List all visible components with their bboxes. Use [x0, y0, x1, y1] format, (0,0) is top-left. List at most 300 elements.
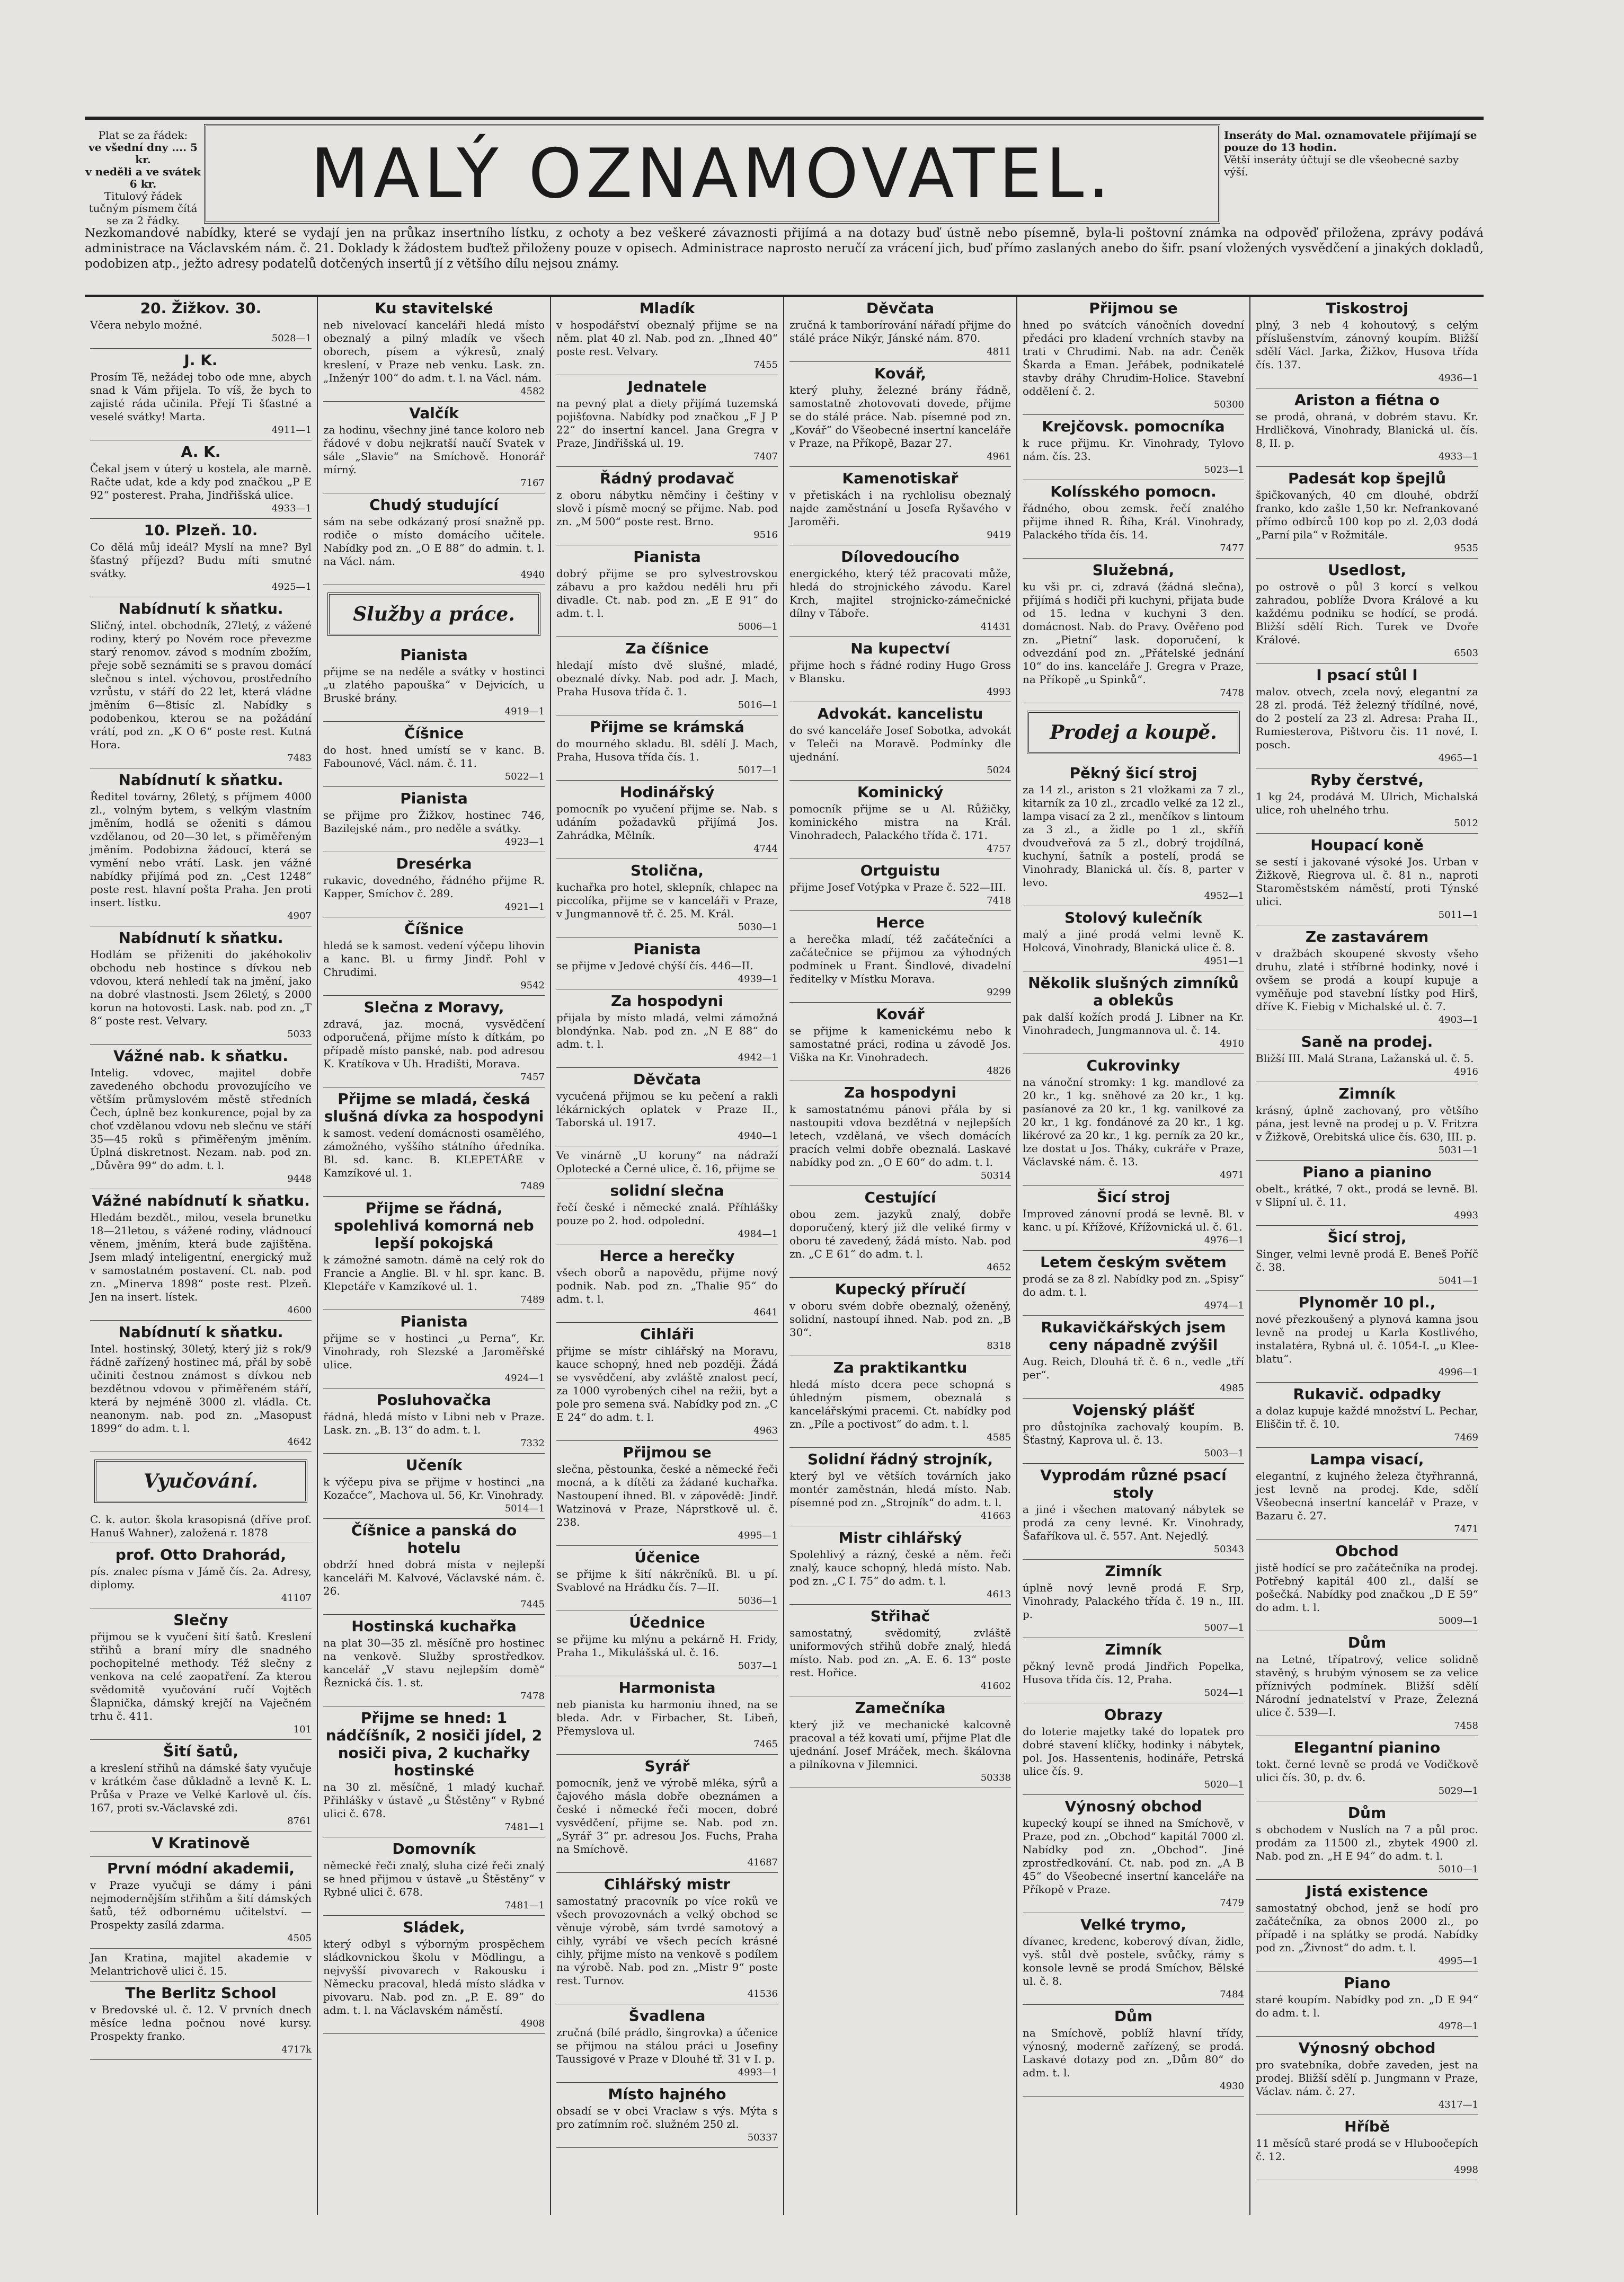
- ad-title: Kolísského pomocn.: [1050, 483, 1217, 500]
- classified-ad: [789, 637, 1011, 702]
- ad-code: 5033: [287, 1029, 312, 1040]
- classified-ad: [90, 1321, 312, 1452]
- ad-title: Děvčata: [633, 1071, 702, 1088]
- column-6: [1250, 297, 1484, 2215]
- ad-text: na 30 zl. měsíčně, 1 mladý kuchař. Přihlášky v ústavě „u Štěstěny“ v Rybné ulici č. 678.: [323, 1781, 545, 1820]
- ad-text: vycučená přijmou se ku pečení a rakli lékárnických oplatek v Praze II., Taborská ul. 1917.: [556, 1090, 778, 1129]
- ad-code: 4971: [1220, 1170, 1244, 1181]
- ad-code: 4642: [287, 1436, 312, 1447]
- ad-text: plný, 3 neb 4 kohoutový, s celým příslušenstvím, zánovný koupím. Bližší sdělí Václ. Jarka, Žižkov, Husova třída čís. 137.: [1256, 319, 1478, 371]
- ad-code: 5037—1: [738, 1660, 778, 1671]
- ad-code: 5020—1: [1204, 1779, 1244, 1790]
- ad-text: přijme se v hostinci „u Perna“, Kr. Vinohrady, roh Slezské a Jaroměřské ulice.: [323, 1332, 545, 1371]
- ad-title: Pianista: [400, 790, 468, 807]
- ad-code: 4826: [987, 1065, 1011, 1076]
- ad-title: Padesát kop špejlů: [1288, 470, 1446, 487]
- ad-text: Improved zánovní prodá se levně. Bl. v kanc. u pí. Křížové, Křížovnická ul. č. 61.: [1023, 1207, 1244, 1233]
- ad-text: Sličný, intel. obchodník, 27letý, z vážené rodiny, který po Novém roce převezme starý renomov. závod s modním zbožím, přeje sobě seznámiti se s pravou domácí slečnou s intel. výchovou, prostředního vzrůstu, v stáří do 22 let, která vládne jměním 6—8tisíc zl. Nabídky s podobenkou, kterou se na požádání vrátí, pod zn. „K O 6“ poste rest. Kutná Hora.: [90, 619, 312, 751]
- ad-code: 4974—1: [1204, 1300, 1244, 1311]
- ad-code: 4976—1: [1204, 1235, 1244, 1246]
- ad-code: 5022—1: [504, 771, 545, 782]
- ad-text: Včera nebylo možné.: [90, 319, 202, 331]
- classified-ad: [556, 1441, 778, 1546]
- classified-ad: [323, 643, 545, 722]
- ad-title: Přijmou se: [623, 1444, 712, 1461]
- ad-text: který pluhy, železné brány řádně, samostatně zhotovovati dovede, přijme se do stálé práce. Nab. písemné pod zn. „Kovář“ do Všeobecné insertní kanceláře v Praze, na Příkopě, Bazar 27.: [789, 384, 1011, 449]
- classified-ad: [1023, 1703, 1244, 1795]
- ad-title: Ortguistu: [860, 862, 940, 879]
- classified-ad: [1256, 388, 1478, 467]
- ad-title: Vážné nabídnutí k sňatku.: [92, 1192, 310, 1209]
- ad-code: 101: [293, 1724, 312, 1735]
- pricing-box: [85, 129, 201, 227]
- ad-text: na Letné, třípatrový, velice solidně stavěný, s hrubým výnosem se za velice příznivých podmínek. Bližší sdělí Národní jednatelství v Praze, Železná ulice č. 539—I.: [1256, 1653, 1478, 1719]
- classified-ad: [556, 1244, 778, 1323]
- ad-code: 5023—1: [1204, 464, 1244, 475]
- ad-text: samostatný obchod, jenž se hodí pro začátečníka, za obnos 2000 zl., po případě i na splátky se prodá. Nabídky pod zn. „Živnost“ do adm. t. l.: [1256, 1901, 1478, 1954]
- ad-text: řádná, hledá místo v Libni neb v Praze. Lask. zn. „B. 13“ do adm. t. l.: [323, 1410, 545, 1436]
- ad-title: Pianista: [400, 1313, 468, 1330]
- ad-code: 4936—1: [1438, 373, 1478, 384]
- classified-ad: [1256, 1880, 1478, 1971]
- ad-code: 4924—1: [504, 1373, 545, 1384]
- ad-title: Slečny: [173, 1611, 228, 1629]
- ad-code: 50300: [1213, 399, 1244, 410]
- classified-ad: [1256, 2115, 1478, 2180]
- ad-text: sám na sebe odkázaný prosí snažně pp. rodiče o místo domácího učitele. Nabídky pod zn. „O E 88“ do admin. t. l. na Václ. nám.: [323, 515, 545, 568]
- ad-code: 5031—1: [1438, 1145, 1478, 1156]
- classified-ad: [90, 597, 312, 768]
- ad-title: Šicí stroj: [1096, 1188, 1170, 1206]
- ad-text: do loterie majetky také do lopatek pro dobré stavení klíčky, hodinky i nábytek, pol. Jos. Hassentenis, hodináře, Petrská ulice čís. 9.: [1023, 1725, 1244, 1777]
- ad-text: kuchařka pro hotel, sklepník, chlapec na piccolíka, přijme se v kanceláři v Praze, v Jungmannově tř. č. 25. M. Král.: [556, 881, 778, 920]
- ad-title: Lampa visací,: [1310, 1450, 1424, 1468]
- classified-ad: [1023, 906, 1244, 971]
- classified-ad: [789, 911, 1011, 1003]
- ad-title: Dům: [1347, 1804, 1387, 1821]
- ad-text: špičkovaných, 40 cm dlouhé, obdrží franko, kdo zašle 1,50 kr. Nefrankované přímo odbírců 100 kop po zl. 2,03 dodá „Parní pila“ v Rožmitále.: [1256, 489, 1478, 541]
- ad-text: samostatný pracovník po více roků ve všech provozovnách a velký obchod se věnuje výrobě, sám tvrdé samotový a cihly, vyrábí ve všech pecích krásné cihly, přijme místo na venkově s podílem na výrobě. Nab. pod zn. „Mistr 9“ poste rest. Turnov.: [556, 1895, 778, 1987]
- ad-code: 5028—1: [271, 333, 312, 344]
- ad-code: 7469: [1454, 1432, 1478, 1443]
- ad-text: krásný, úplně zachovaný, pro většího pána, jest levně na prodej u p. V. Fritzra v Žižkově, Orebitská ulice čís. 630, III. p.: [1256, 1104, 1478, 1143]
- classified-ad: [1256, 1448, 1478, 1540]
- ad-text: malý a jiné prodá velmi levně K. Holcová, Vinohrady, Blanická ulice č. 8.: [1023, 928, 1244, 954]
- ad-code: 7481—1: [504, 1900, 545, 1911]
- ad-title: Místo hajného: [608, 2085, 726, 2103]
- ad-text: neb pianista ku harmoniu ihned, na se bleda. Adr. v Firbacher, St. Libeň, Přemyslova ul.: [556, 1698, 778, 1737]
- ad-text: s obchodem v Nuslích na 7 a půl proc. prodám za 11500 zl., zbytek 4900 zl. Nab. pod zn. „H E 94“ do adm. t. l.: [1256, 1823, 1478, 1862]
- classified-ad: [556, 1068, 778, 1146]
- ad-code: 4757: [987, 843, 1011, 854]
- ad-title: Nabídnutí k sňatku.: [118, 771, 283, 789]
- ad-title: Elegantní pianino: [1293, 1739, 1441, 1756]
- classified-ad: [90, 1608, 312, 1740]
- classified-ad: [1256, 925, 1478, 1030]
- classified-ad: [1023, 2005, 1244, 2097]
- ad-text: pěkný levně prodá Jindřich Popelka, Husova třída čís. 12, Praha.: [1023, 1660, 1244, 1686]
- ad-code: 5010—1: [1438, 1864, 1478, 1875]
- ad-text: se sestí i jakované výsoké Jos. Urban v Žižkově, Riegrova ul. č. 81 n., naproti Staroměstském náměstí, proti Týnské ulici.: [1256, 855, 1478, 908]
- column-1: [85, 297, 318, 2215]
- classified-ad: [1256, 1631, 1478, 1736]
- ad-title: Střihač: [870, 1607, 930, 1625]
- classified-ad: [323, 402, 545, 493]
- ad-title: Kupecký příručí: [835, 1280, 966, 1298]
- ad-code: 4933—1: [271, 503, 312, 514]
- classified-ad: [1023, 1795, 1244, 1913]
- ad-title: Kamenotiskař: [842, 470, 959, 487]
- ad-title: Dům: [1347, 1634, 1387, 1651]
- ad-text: energického, který též pracovati může, hledá do strojnického závodu. Karel Krch, majitel strojnicko-zámečnické dílny v Táboře.: [789, 567, 1011, 620]
- classified-ad: [1256, 467, 1478, 559]
- ad-title: Cihláři: [640, 1325, 694, 1343]
- ad-title: Posluhovačka: [376, 1391, 492, 1409]
- ad-text: pomocník po vyučení přijme se. Nab. s udáním požadavků přijímá Jos. Zahrádka, Mělník.: [556, 802, 778, 842]
- ad-title: Solidní řádný strojník,: [807, 1450, 993, 1468]
- ad-text: v Praze vyučuji se dámy i páni nejmodernějším střihům a šití dámských šatů, též odbornému učitelství. — Prospekty zasílá zdarma.: [90, 1879, 312, 1931]
- classified-ad: [556, 467, 778, 545]
- classified-ad: [1023, 297, 1244, 415]
- classified-ad: [789, 1278, 1011, 1356]
- ad-title: Sládek,: [403, 1918, 465, 1936]
- ad-text: Spolehlivý a rázný, české a něm. řeči znalý, kauce schopný, hledá místo. Nab. pod zn. „C I. 75“ do adm. t. l.: [789, 1548, 1011, 1587]
- ad-code: 4993: [1454, 1210, 1478, 1221]
- classified-ad: [556, 1873, 778, 2004]
- classified-ad: [556, 1146, 778, 1179]
- ad-title: Herce: [876, 914, 925, 931]
- ad-text: pak další kožích prodá J. Libner na Kr. Vinohradech, Jungmannova ul. č. 14.: [1023, 1011, 1244, 1037]
- section-heading: Služby a práce.: [327, 592, 540, 636]
- ad-code: 4717k: [281, 2044, 312, 2055]
- ad-text: k ruce přijmu. Kr. Vinohrady, Tylovo nám. čís. 23.: [1023, 437, 1244, 463]
- ad-code: 4965—1: [1438, 753, 1478, 764]
- ad-code: 41107: [281, 1593, 312, 1604]
- ad-code: 7471: [1454, 1524, 1478, 1535]
- classified-ad: [556, 1676, 778, 1755]
- ad-code: 4921—1: [504, 901, 545, 913]
- ad-title: Houpací koně: [1310, 836, 1424, 854]
- classified-ad: [556, 937, 778, 989]
- pricing-line: Titulový řádek tučným písmem čítá se za 2 řádky.: [88, 190, 198, 227]
- ad-title: J. K.: [184, 351, 218, 369]
- ad-code: 5041—1: [1438, 1275, 1478, 1286]
- ad-text: hned po svátcích vánočních dovední předáci pro kladení vrchních stavby na trati v Chrudimi. Nab. na adr. Čeněk Škarda a Eman. Jeřábek, podnikatelé stavby dráhy Chrudim-Holice. Stavební oddělení č. 2.: [1023, 319, 1244, 397]
- classified-ad: [556, 1546, 778, 1611]
- submission-line: Větší inseráty účtují se dle všeobecné sazby výší.: [1224, 153, 1459, 178]
- ad-title: Šicí stroj,: [1327, 1228, 1407, 1246]
- classified-ad: [323, 722, 545, 787]
- classified-ad: [323, 1454, 545, 1519]
- ad-code: 4978—1: [1438, 2021, 1478, 2032]
- ad-text: Co dělá můj ideál? Myslí na mne? Byl šťastný příjezd? Budu míti smutné svátky.: [90, 541, 312, 580]
- ad-text: do mourného skladu. Bl. sdělí J. Mach, Praha, Husova třída čís. 1.: [556, 737, 778, 763]
- ad-title: Syrář: [644, 1757, 690, 1775]
- ad-title: Výnosný obchod: [1298, 2039, 1436, 2057]
- ad-text: přijme se na neděle a svátky v hostinci „u zlatého papouška“ v Dejvicích, u Bruské brány.: [323, 665, 545, 704]
- ad-title: Cestující: [864, 1189, 936, 1206]
- ad-title: Mistr cihlářský: [838, 1529, 962, 1546]
- ad-title: Domovník: [392, 1840, 476, 1858]
- ad-code: 7455: [753, 359, 778, 370]
- ad-code: 8318: [987, 1340, 1011, 1351]
- ad-code: 4910: [1220, 1038, 1244, 1049]
- ad-code: 5007—1: [1204, 1622, 1244, 1633]
- ad-text: se prodá, ohraná, v dobrém stavu. Kr. Hrdličková, Vinohrady, Blanická ul. čís. 8, II. p.: [1256, 410, 1478, 449]
- classified-ad: [323, 493, 545, 585]
- ad-code: 4505: [287, 1933, 312, 1944]
- ad-code: 5029—1: [1438, 1785, 1478, 1797]
- ad-text: elegantní, z kujného železa čtyřhranná, jest levně na prodej. Kde, sdělí Všeobecná insertní kancelář v Praze, v Bazaru č. 27.: [1256, 1470, 1478, 1522]
- ad-code: 7479: [1220, 1897, 1244, 1908]
- ad-text: obsadí se v obci Vracław s výs. Mýta s pro zatímním roč. služném 250 zl.: [556, 2104, 778, 2130]
- ad-title: Nabídnutí k sňatku.: [118, 600, 283, 617]
- ad-text: zdravá, jaz. mocná, vysvědčení odporučená, přijme místo k dítkám, po případě místo panské, nab. pod adresou K. Kratíkova v Uh. Hradišti, Morava.: [323, 1018, 545, 1070]
- ad-code: 4907: [287, 910, 312, 922]
- ad-code: 50343: [1213, 1544, 1244, 1555]
- classified-ad: [1023, 1316, 1244, 1399]
- classified-ad: [789, 1186, 1011, 1278]
- ad-code: 4942—1: [738, 1052, 778, 1063]
- ad-title: Ryby čerstvé,: [1310, 771, 1424, 789]
- ad-title: Ku stavitelské: [375, 299, 493, 317]
- ad-code: 4613: [987, 1589, 1011, 1600]
- ad-text: za 14 zl., ariston s 21 vložkami za 7 zl., kitarník za 10 zl., zrcadlo velké za 12 zl., lampa visací za 2 zl., menčíkov s lintoum za 3 zl., a židle po 1 zl., skříň dvoudveřová za 5 zl., dobrý trojdílná, kuchyní, šatník a postelí, prodá se Vinohrady, Blanická ul. čís. 8, parter v levo.: [1023, 783, 1244, 889]
- ad-title: Piano: [1343, 1974, 1391, 1992]
- ad-text: Intelig. vdovec, majitel dobře zavedeného obchodu provozujícího ve větším průmyslovém městě středních Čech, úplně bez konkurence, pojal by za choť vzdělanou vdovu neb slečnu ve stáří 35—45 roků s přiměřeným jměním. Úplná diskretnost. Nezam. nab. pod zn. „Důvěra 99“ do adm. t. l.: [90, 1066, 312, 1172]
- ad-code: 41536: [747, 1988, 778, 2000]
- ad-text: Bližší III. Malá Strana, Lažanská ul. č. 5.: [1256, 1052, 1474, 1065]
- classified-ad: [1023, 1913, 1244, 2005]
- ad-code: 5030—1: [738, 922, 778, 933]
- ad-code: 4903—1: [1438, 1014, 1478, 1025]
- classified-ad: [789, 1081, 1011, 1186]
- ad-title: Harmonista: [618, 1679, 716, 1696]
- ad-title: Hostinská kuchařka: [351, 1617, 517, 1635]
- ad-text: k samost. vedení domácnosti osamělého, zámožného, vyššího státního úředníka. Bl. sd. kanc. B. KLEPETÁŘE v Kamzíkové ul. 1.: [323, 1127, 545, 1179]
- ad-text: který odbyl s výborným prospěchem sládkovnickou školu v Mödlingu, a nejvyšší pivovarech v Rakousku i Německu pracoval, hledá místo sládka v pivovaru. Nab. pod zn. „P. E. 89“ do adm. t. l. na Václavském náměstí.: [323, 1938, 545, 2016]
- ad-code: 4925—1: [271, 581, 312, 592]
- ad-code: 7483: [287, 753, 312, 764]
- ad-title: Mladík: [639, 299, 695, 317]
- ad-title: solidní slečna: [610, 1182, 724, 1199]
- ad-code: 4952—1: [1204, 890, 1244, 901]
- classified-ad: [789, 1003, 1011, 1081]
- submission-line: Inseráty do Mal. oznamovatele přijímají se pouze do 13 hodin.: [1224, 129, 1477, 154]
- ad-text: Intel. hostinský, 30letý, který jiż s rok/9 řádně zařízený hostinec má, přál by sobě učiniti čestnou známost s dívkou neb bezdětnou vdovou v přiměřeném stáří, která by nejméně 3000 zl. vládla. Ct. neanonym. nab. pod zn. „Masopust 1899“ do adm. t. l.: [90, 1342, 312, 1435]
- ad-title: Pianista: [400, 646, 468, 664]
- ad-text: jistě hodící se pro začátečníka na prodej. Potřebný kapitál 400 zl., další se pošečká. Nabídky pod značkou „D E 59“ do adm. t. l.: [1256, 1561, 1478, 1614]
- ad-text: dobrý přijme se pro sylvestrovskou zábavu a pro každou neděli hru při divadle. Ct. nab. pod zn. „E E 91“ do adm. t. l.: [556, 567, 778, 620]
- ad-title: Kominický: [857, 783, 944, 801]
- classified-ad: [556, 715, 778, 781]
- ad-text: úplně nový levně prodá F. Srp, Vinohrady, Palackého třída č. 19 n., III. p.: [1023, 1581, 1244, 1621]
- ad-text: k samostatnému pánovi přála by si nastoupiti vdova bezdětná v nejlepších letech, vzdělaná, ve všech domácích pracích velmi dobře obeznalá. Laskavé nabídky pod zn. „O E 60“ do adm. t. l.: [789, 1103, 1011, 1169]
- ad-code: 9516: [753, 529, 778, 541]
- ad-title: Číšnice a panská do hotelu: [351, 1522, 517, 1556]
- pricing-line: Plat se za řádek:: [98, 129, 188, 141]
- classified-ad: [1256, 1226, 1478, 1291]
- ad-title: Vážné nab. k sňatku.: [113, 1047, 288, 1065]
- ad-title: Slečna z Moravy,: [363, 998, 504, 1016]
- ad-title: Letem českým světem: [1040, 1253, 1227, 1271]
- classified-ad: [556, 375, 778, 467]
- classified-ad: [90, 1045, 312, 1189]
- ad-code: 4940: [520, 569, 545, 580]
- ad-code: 5014—1: [504, 1503, 545, 1514]
- ad-title: Herce a herečky: [599, 1247, 735, 1264]
- ad-title: A. K.: [181, 443, 221, 461]
- ad-text: pro důstojníka zachovalý koupím. B. Šťastný, Kaprova ul. č. 13.: [1023, 1420, 1244, 1446]
- ad-title: Chudý studující: [369, 496, 499, 514]
- ad-text: se přijme pro Žižkov, hostinec 746, Bazilejské nám., pro neděle a svátky.: [323, 809, 545, 835]
- ad-text: C. k. autor. škola krasopisná (dříve prof. Hanuš Wahner), založená r. 1878: [90, 1513, 312, 1539]
- ad-text: Prosím Tě, nežádej tobo ode mne, abych snad k Vám přijela. To víš, že bych to zajisté ráda učinila. Přejí Ti šťastné a veselé svátky! Marta.: [90, 370, 312, 423]
- ad-code: 5006—1: [738, 621, 778, 632]
- ad-title: Nabídnutí k sňatku.: [118, 1323, 283, 1341]
- ad-title: Rukavičkářských jsem ceny nápadně zvýšil: [1041, 1319, 1226, 1354]
- ad-text: na plat 30—35 zl. měsíčně pro hostinec na venkově. Služby sprostředkov. kancelář „V stavu nejlepším domě“ Řeznická čís. 1. st.: [323, 1637, 545, 1689]
- classified-ad: [90, 297, 312, 349]
- ad-code: 9448: [287, 1173, 312, 1184]
- ad-code: 4993: [987, 686, 1011, 697]
- ad-text: přijmou se k vyučení šití šatů. Kreslení střihů a braní míry dle snadného pochopitelné methody. Též slečny z venkova na celé zaopatření. Za kterou svědomitě vyučování ručí Vojtěch Šlapnička, dámský krejčí na Vaječném trhu č. 411.: [90, 1630, 312, 1722]
- ad-text: a kreslení střihů na dámské šaty vyučuje v krátkém čase důkladně a levně K. L. Průša v Praze ve Velké Karlově ul. čís. 167, proti sv.-Václavské zdi.: [90, 1762, 312, 1814]
- ad-title: Účednice: [629, 1614, 705, 1631]
- classified-ad: [1256, 297, 1478, 388]
- ad-text: pomocník, jenž ve výrobě mléka, sýrů a čajového másla dobře obeznámen a české i německé řeči mocen, dobré vysvědčení, přijme se. Nab. pod zn. „Syrář 3“ pr. adresou Jos. Fuchs, Praha na Smíchově.: [556, 1776, 778, 1855]
- ad-title: Hodinářský: [619, 783, 715, 801]
- ad-title: Služebná,: [1092, 561, 1175, 579]
- ad-code: 4951—1: [1204, 956, 1244, 967]
- classified-ad: [323, 787, 545, 852]
- ad-text: 1 kg 24, prodává M. Ulrich, Michalská ulice, roh uhelného trhu.: [1256, 790, 1478, 816]
- ad-text: k výčepu piva se přijme v hostinci „na Kozačce“, Machova ul. 56, Kr. Vinohrady.: [323, 1475, 545, 1501]
- ad-code: 7478: [520, 1691, 545, 1702]
- ad-title: Cukrovinky: [1086, 1057, 1181, 1074]
- ad-title: Za hospodyni: [611, 992, 723, 1010]
- ad-code: 5003—1: [1204, 1448, 1244, 1459]
- ad-code: 7477: [1220, 543, 1244, 554]
- classified-ad: [789, 781, 1011, 859]
- ad-code: 4585: [987, 1432, 1011, 1443]
- classified-ad: [1023, 1186, 1244, 1251]
- ad-text: německé řeči znalý, sluha cizé řeči znalý se hned přijmou v ústavě „u Štěstěny“ v Rybné ulici č. 678.: [323, 1859, 545, 1898]
- ad-title: Rukavič. odpadky: [1293, 1385, 1441, 1403]
- ad-text: v dražbách skoupené skvosty všeho druhu, zlaté i stříbrné hodinky, nové i ovšem se prodá a koupí kupuje a vyměňuje pod stavební lístky pod Hirš, dříve K. Fiebig v Michalské ul. č. 7.: [1256, 947, 1478, 1013]
- ad-title: Na kupectví: [850, 640, 950, 657]
- ad-code: 7332: [520, 1438, 545, 1449]
- ad-title: Pěkný šicí stroj: [1069, 764, 1197, 782]
- ad-text: přijme hoch s řádné rodiny Hugo Gross v Blansku.: [789, 659, 1011, 685]
- ad-code: 4993—1: [738, 2067, 778, 2078]
- classified-ad: [1256, 1383, 1478, 1448]
- ad-text: Ve vinárně „U koruny“ na nádraží Oplotecké a Černé ulice, č. 16, přijme se: [556, 1149, 778, 1175]
- ad-code: 7484: [1220, 1989, 1244, 2000]
- classified-ad: [1023, 971, 1244, 1054]
- classified-ad: [789, 1356, 1011, 1448]
- ad-code: 5016—1: [738, 700, 778, 711]
- classified-ad: [90, 1857, 312, 1949]
- ad-text: obelt., krátké, 7 okt., prodá se levně. Bl. v Slipní ul. č. 11.: [1256, 1182, 1478, 1208]
- ad-title: Číšnice: [404, 724, 464, 742]
- classified-ad: [1023, 1560, 1244, 1638]
- ad-code: 5011—1: [1438, 909, 1478, 921]
- ad-title: Dílovedoucího: [841, 548, 960, 565]
- classified-ad: [556, 1611, 778, 1676]
- classified-ad: [90, 1543, 312, 1608]
- ad-title: Plynoměr 10 pl.,: [1298, 1294, 1436, 1311]
- ad-code: 4939—1: [738, 974, 778, 985]
- ad-code: 4317—1: [1438, 2099, 1478, 2110]
- ad-text: tokt. černé levně se prodá ve Vodičkově ulici čís. 30, p. dv. 6.: [1256, 1758, 1478, 1784]
- ad-title: Několik slušných zimníků a oblekůs: [1028, 974, 1239, 1009]
- classified-ad: [323, 1388, 545, 1454]
- ad-text: v přetiskách i na rychlolisu obeznalý najde zaměstnání u Josefa Ryšavého v Jaroměři.: [789, 489, 1011, 528]
- classified-ad: [789, 545, 1011, 637]
- ad-code: 8761: [287, 1816, 312, 1827]
- classified-ad: [323, 1197, 545, 1310]
- classified-ad: [1256, 1082, 1478, 1161]
- classified-ad: [90, 440, 312, 519]
- ad-title: Přijme se řádná, spolehlivá komorná neb lepší pokojská: [334, 1199, 534, 1252]
- ad-code: 5024: [987, 765, 1011, 776]
- ad-title: Zimník: [1338, 1085, 1396, 1102]
- classified-ad: [556, 2004, 778, 2083]
- ad-text: přijme se místr cihlářský na Moravu, kauce schopný, hned neb později. Žádá se vysvědčení, aby zvláště znalost pecí, za 1000 vyrobených cihel na režii, byt a pole pro semena svá. Nabídky pod zn. „C E 24“ do adm. t. l.: [556, 1345, 778, 1423]
- ad-code: 7465: [753, 1739, 778, 1750]
- ad-code: 41602: [980, 1680, 1011, 1692]
- ad-code: 4744: [753, 843, 778, 854]
- classified-ad: [323, 852, 545, 917]
- classified-ad: [1256, 1030, 1478, 1082]
- classified-ad: [90, 1832, 312, 1857]
- ad-text: a herečka mladí, též začátečníci a začátečnice se přijmou za výhodných podmínek u Frant. Šindlové, divadelní ředitelky v Místku Morava.: [789, 933, 1011, 985]
- ad-text: Čekal jsem v úterý u kostela, ale marně. Račte udat, kde a kdy pod značkou „P E 92“ posterest. Praha, Jindřišská ulice.: [90, 462, 312, 501]
- ad-text: v oboru svém dobře obeznalý, oženěný, solidní, nastoupí ihned. Nab. pod zn. „B 30“.: [789, 1299, 1011, 1339]
- ad-text: hledají místo dvě slušné, mladé, obeznalé dívky. Nab. pod adr. J. Mach, Praha Husova třída č. 1.: [556, 659, 778, 698]
- ad-title: Dům: [1114, 2007, 1153, 2025]
- ad-text: a dolaz kupuje každé množství L. Pechar, Eliščin tř. č. 10.: [1256, 1404, 1478, 1430]
- classified-ad: [1023, 1251, 1244, 1316]
- classified-ad: [556, 989, 778, 1068]
- ad-title: Kovář,: [874, 365, 926, 382]
- ad-text: Hodlám se přiženiti do jakéhokoliv obchodu neb hostince s dívkou neb vdovou, která nehledí tak na jmění, jako na dobré vlastnosti. Jsem 26letý, s 2000 korun na hotovosti. Lask. nab. pod zn. „T 8“ poste rest. Velvary.: [90, 948, 312, 1027]
- ad-text: do host. hned umístí se v kanc. B. Fabounové, Václ. nám. č. 11.: [323, 744, 545, 769]
- classified-ad: [556, 859, 778, 937]
- classified-ad: [556, 2083, 778, 2148]
- ad-code: 5024—1: [1204, 1687, 1244, 1699]
- section-heading: Prodej a koupě.: [1027, 711, 1240, 754]
- ad-title: Přijme se mladá, česká slušná dívka za hospodyni: [324, 1090, 544, 1125]
- ad-text: Jan Kratina, majitel akademie v Melantrichově ulici č. 15.: [90, 1951, 312, 1977]
- ad-title: 20. Žižkov. 30.: [140, 299, 262, 317]
- ad-title: Vojenský plášť: [1072, 1401, 1194, 1419]
- ad-text: hledá místo dcera pece schopná s úhledným písmem, obeznalá s kancelářskými pracemi. Ct. nabídky pod zn. „Píle a poctivost“ do adm. t. l.: [789, 1378, 1011, 1430]
- classified-ad: [556, 545, 778, 637]
- classified-ad: [323, 1519, 545, 1615]
- classified-ad: [789, 702, 1011, 781]
- ad-text: z oboru nábytku němčiny i češtiny v slově i písmě mocný se přijme. Nab. pod zn. „M 500“ poste rest. Brno.: [556, 489, 778, 528]
- ad-code: 41663: [980, 1510, 1011, 1522]
- ad-code: 7167: [520, 477, 545, 489]
- ad-title: První módní akademii,: [107, 1860, 295, 1877]
- ad-text: obdrží hned dobrá místa v nejlepší kanceláři M. Kalvové, Václavské nám. č. 26.: [323, 1558, 545, 1597]
- section-heading: Vyučování.: [94, 1460, 307, 1503]
- ad-title: Přijme se hned: 1 nádčíšník, 2 nosiči jídel, 2 nosiči piva, 2 kuchařky hostinské: [325, 1709, 543, 1779]
- classified-ad: [1256, 1801, 1478, 1880]
- ad-title: Obchod: [1335, 1542, 1399, 1560]
